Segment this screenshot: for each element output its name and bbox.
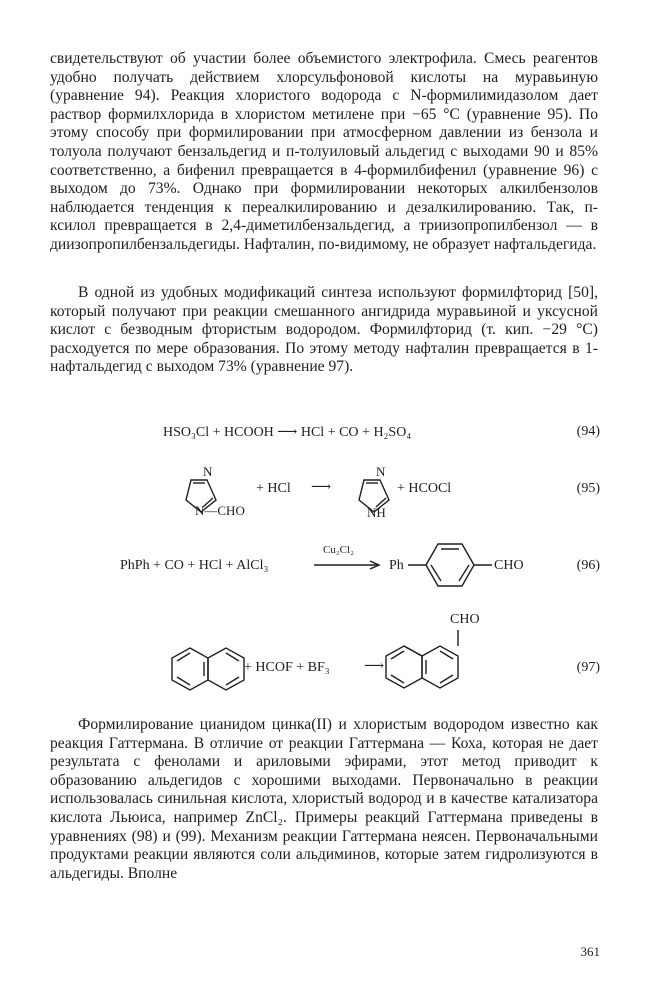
- equation-96-reaction-arrow: [314, 558, 384, 572]
- equation-97-arrow: ⟶: [364, 659, 385, 674]
- equation-96-reactants: PhPh + CO + HCl + AlCl₃: [120, 558, 269, 573]
- equation-96-product-ph: Ph: [389, 558, 404, 573]
- reactant-n-cho: N—CHO: [195, 503, 245, 518]
- reactant-atom-n: N: [203, 464, 213, 479]
- naphthalene-reactant: [170, 646, 242, 698]
- equation-96-number: (96): [576, 558, 600, 573]
- equation-96-product-cho: CHO: [494, 558, 524, 573]
- equation-97-number: (97): [576, 660, 600, 675]
- equation-97-product-cho: CHO: [450, 612, 480, 627]
- equation-97-reagents: + HCOF + BF₃: [244, 660, 330, 675]
- equation-95-plus-hcocl: + HCOCl: [397, 481, 452, 496]
- equation-95-plus-hcl: + HCl: [256, 481, 291, 496]
- product-atom-n: N: [376, 464, 386, 479]
- page-number: 361: [580, 944, 600, 959]
- paragraph-2: В одной из удобных модификаций синтеза используют формилфторид [50], который получают при реакции смешанного ангидрида муравьиной и уксусной кислот с безводным фтористым водородом. Формилфторид (т. кип. −29 °С) расходуется по мере образования. По этому методу нафталин превращается в 1-нафтальдегид с выходом 73% (уравнение 97).: [50, 284, 598, 376]
- product-atom-nh: NH: [367, 505, 386, 520]
- naphthaldehyde-product: [402, 630, 478, 692]
- equation-96-catalyst: Cu₂Cl₂: [323, 544, 354, 556]
- equation-94-text: HSO₃Cl + HCOOH ⟶ HCl + CO + H₂SO₄: [163, 425, 412, 440]
- benzene-ring-para: [408, 538, 508, 598]
- paragraph-1: свидетельствуют об участии более объемистого электрофила. Смесь реагентов удобно получать действием хлорсульфоновой кислоты на муравьиную (уравнение 94). Реакция хлористого водорода с N-формилимидазолом дает раствор формилхлорида в хлористом метилене при −65 °С (уравнение 95). По этому способу при формилировании при атмосферном давлении из бензола и толуола получают бензальдегид и п-толуиловый альдегид с выходами 90 и 85% соответственно, а бифенил превращается в 4-формилбифенил (уравнение 96) с выходом до 73%. Однако при формилировании некоторых алкилбензолов наблюдается тенденция к переалкилированию и дезалкилированию. Так, п-ксилол превращается в 2,4-диметилбензальдегид, а триизопропилбензол — в диизопропилбензальдегиды. Нафталин, по-видимому, не образует нафтальдегида.: [50, 50, 598, 253]
- equation-95-number: (95): [576, 481, 600, 496]
- equation-95-arrow: ⟶: [311, 480, 332, 495]
- paragraph-3: Формилирование цианидом цинка(II) и хлористым водородом известно как реакция Гаттермана. В отличие от реакции Гаттермана — Коха, которая не дает результата с фенолами и ариловыми эфирами, этот метод приводит к образованию альдегидов с хорошими выходами. Первоначально в реакции использовалась синильная кислота, хлористый водород и в качестве катализатора кислота Льюиса, например ZnCl₂. Примеры реакций Гаттермана приведены в уравнениях (98) и (99). Механизм реакции Гаттермана неясен. Первоначальными продуктами реакции являются соли альдиминов, которые затем гидролизуются в альдегиды. Вполне: [50, 716, 598, 882]
- equation-94-number: (94): [576, 424, 600, 439]
